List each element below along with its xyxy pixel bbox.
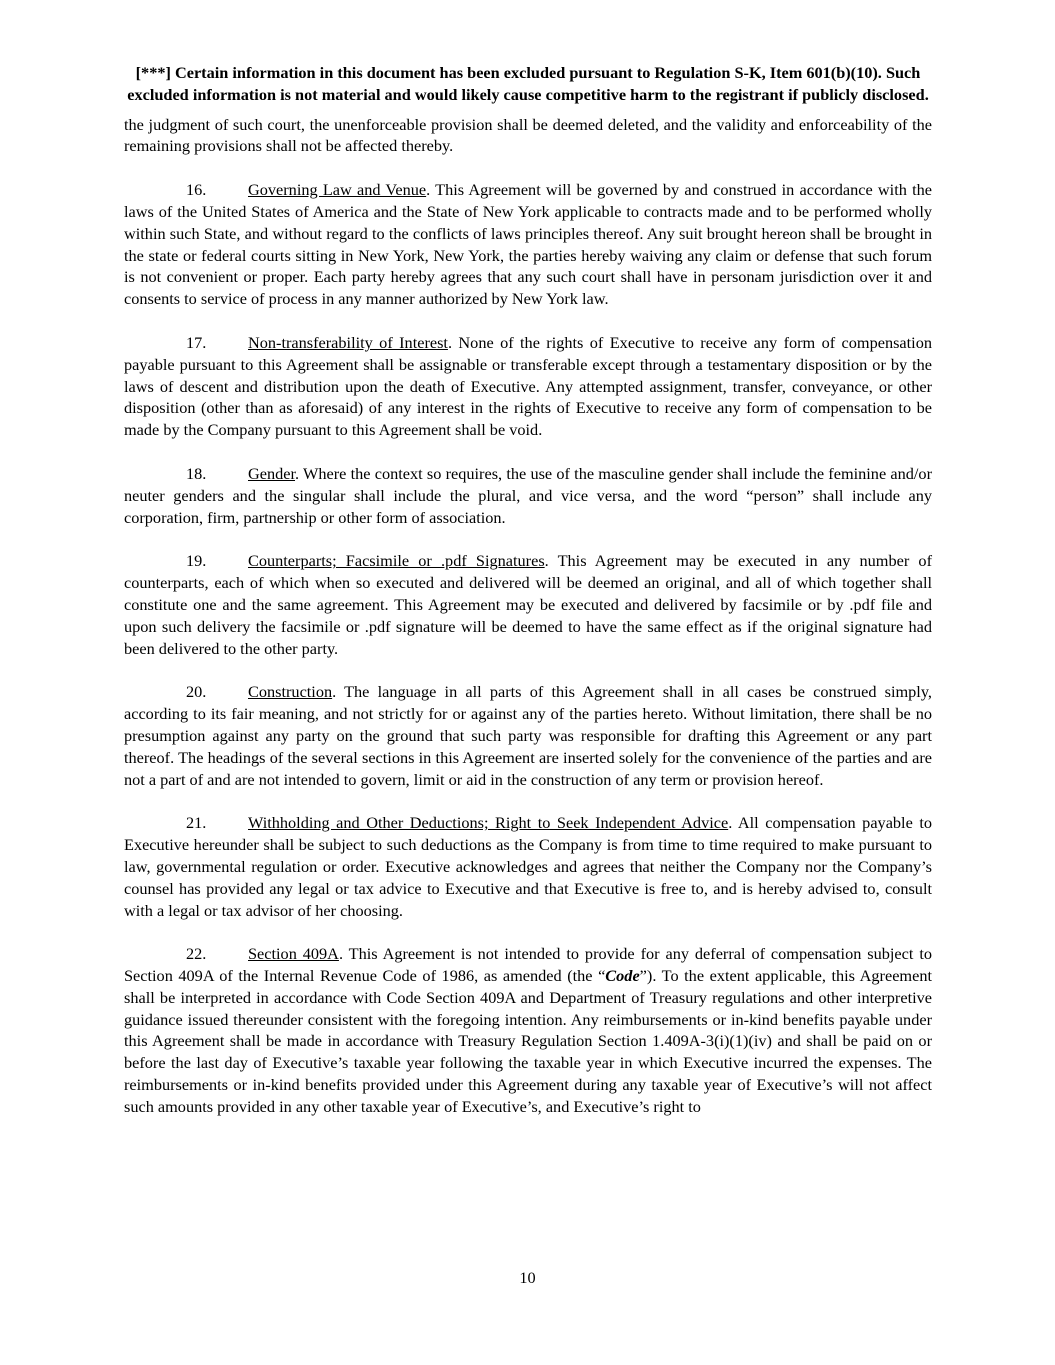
section-body: . All compensation payable to Executive hereunder shall be subject to such deductions as the Company is from time to time required to make pursuant to law, governmental regulation or order. Executive acknowledges and agrees that neither the Company nor the Company’s counsel has provided any legal or tax advice to Executive and that Executive is free to, and is hereby advised to, consult with a legal or tax advisor of her choosing. xyxy=(124,813,932,920)
section-body-after: ”). To the extent applicable, this Agreement shall be interpreted in accordance with Code Section 409A and Department of Treasury regulations and other interpretive guidance issued thereunder consistent with the foregoing intention. Any reimbursements or in-kind benefits payable under this Agreement shall be made in accordance with Treasury Regulation Section 1.409A-3(i)(1)(iv) and shall be paid on or before the last day of Executive’s taxable year following the taxable year in which Executive incurred the expenses. The reimbursements or in-kind benefits provided under this Agreement during any taxable year of Executive’s will not affect such amounts provided in any other taxable year of Executive’s, and Executive’s right to xyxy=(124,966,932,1116)
section-body-before: . This Agreement is not intended to provide for any deferral of compensation subject to Section 409A of the Internal Revenue Code of 1986, as amended (the “ xyxy=(124,944,932,986)
document-page xyxy=(124,62,932,1118)
section-number: 16. xyxy=(186,180,207,200)
section-18 xyxy=(124,463,932,528)
section-number: 21. xyxy=(186,813,207,833)
section-title: Gender xyxy=(248,463,296,483)
section-20 xyxy=(124,681,932,790)
section-body: . This Agreement may be executed in any number of counterparts, each of which when so executed and delivered will be deemed an original, and all of which together shall constitute one and the same agreement. This Agreement may be executed and delivered by facsimile or by .pdf file and upon such delivery the facsimile or .pdf signature will be deemed to have the same effect as if the original signature had been delivered to the other party. xyxy=(124,551,932,658)
section-21 xyxy=(124,812,932,921)
defined-term: Code xyxy=(605,966,640,986)
section-body: . None of the rights of Executive to receive any form of compensation payable pursuant to this Agreement shall be assignable or transferable except through a testamentary disposition or by the laws of descent and distribution upon the death of Executive. Any attempted assignment, transfer, conveyance, or other disposition (other than as aforesaid) of any interest in the rights of Executive to receive any form of compensation to be made by the Company pursuant to this Agreement shall be void. xyxy=(124,332,932,440)
continuation-paragraph: the judgment of such court, the unenforceable provision shall be deemed deleted, and the validity and enforceability of the remaining provisions shall not be affected thereby. xyxy=(124,114,932,156)
section-22 xyxy=(124,943,932,1117)
section-title: Governing Law and Venue xyxy=(248,180,427,200)
section-number: 22. xyxy=(186,944,207,964)
page-number: 10 xyxy=(519,1268,536,1287)
section-title: Construction xyxy=(248,682,333,702)
section-19 xyxy=(124,550,932,659)
section-body: . This Agreement will be governed by and construed in accordance with the laws of the United States of America and the State of New York applicable to contracts made and to be performed wholly within such State, and without regard to the conflicts of laws principles thereof. Any suit brought hereon shall be brought in the state or federal courts sitting in New York, New York, the parties hereby waiving any claim or defense that such forum is not convenient or proper. Each party hereby agrees that any such court shall have in personam jurisdiction over it and consents to service of process in any manner authorized by New York law. xyxy=(124,180,932,309)
section-number: 17. xyxy=(186,332,207,352)
section-title: Counterparts; Facsimile or .pdf Signatures xyxy=(248,551,545,571)
section-16 xyxy=(124,179,932,310)
redaction-notice-header: [***] Certain information in this document has been excluded pursuant to Regulation S-K, Item 601(b)(10). Such excluded information is not material and would likely cause competitive harm to the registrant if publicly disclosed. xyxy=(127,63,929,104)
section-17 xyxy=(124,332,932,441)
section-title: Withholding and Other Deductions; Right to Seek Independent Advice xyxy=(248,813,729,833)
section-title: Section 409A xyxy=(248,944,339,964)
section-number: 18. xyxy=(186,463,207,483)
section-number: 19. xyxy=(186,551,207,571)
section-body: . Where the context so requires, the use of the masculine gender shall include the feminine and/or neuter genders and the singular shall include the plural, and vice versa, and the word “person” shall include any corporation, firm, partnership or other form of association. xyxy=(124,463,932,527)
section-title: Non-transferability of Interest xyxy=(248,332,448,352)
section-body: . The language in all parts of this Agreement shall in all cases be construed simply, according to its fair meaning, and not strictly for or against any of the parties hereto. Without limitation, there shall be no presumption against any party on the ground that such party was responsible for drafting this Agreement or any part thereof. The headings of the several sections in this Agreement are inserted solely for the convenience of the parties and are not a part of and are not intended to govern, limit or aid in the construction of any term or provision hereof. xyxy=(124,682,932,789)
section-number: 20. xyxy=(186,682,207,702)
